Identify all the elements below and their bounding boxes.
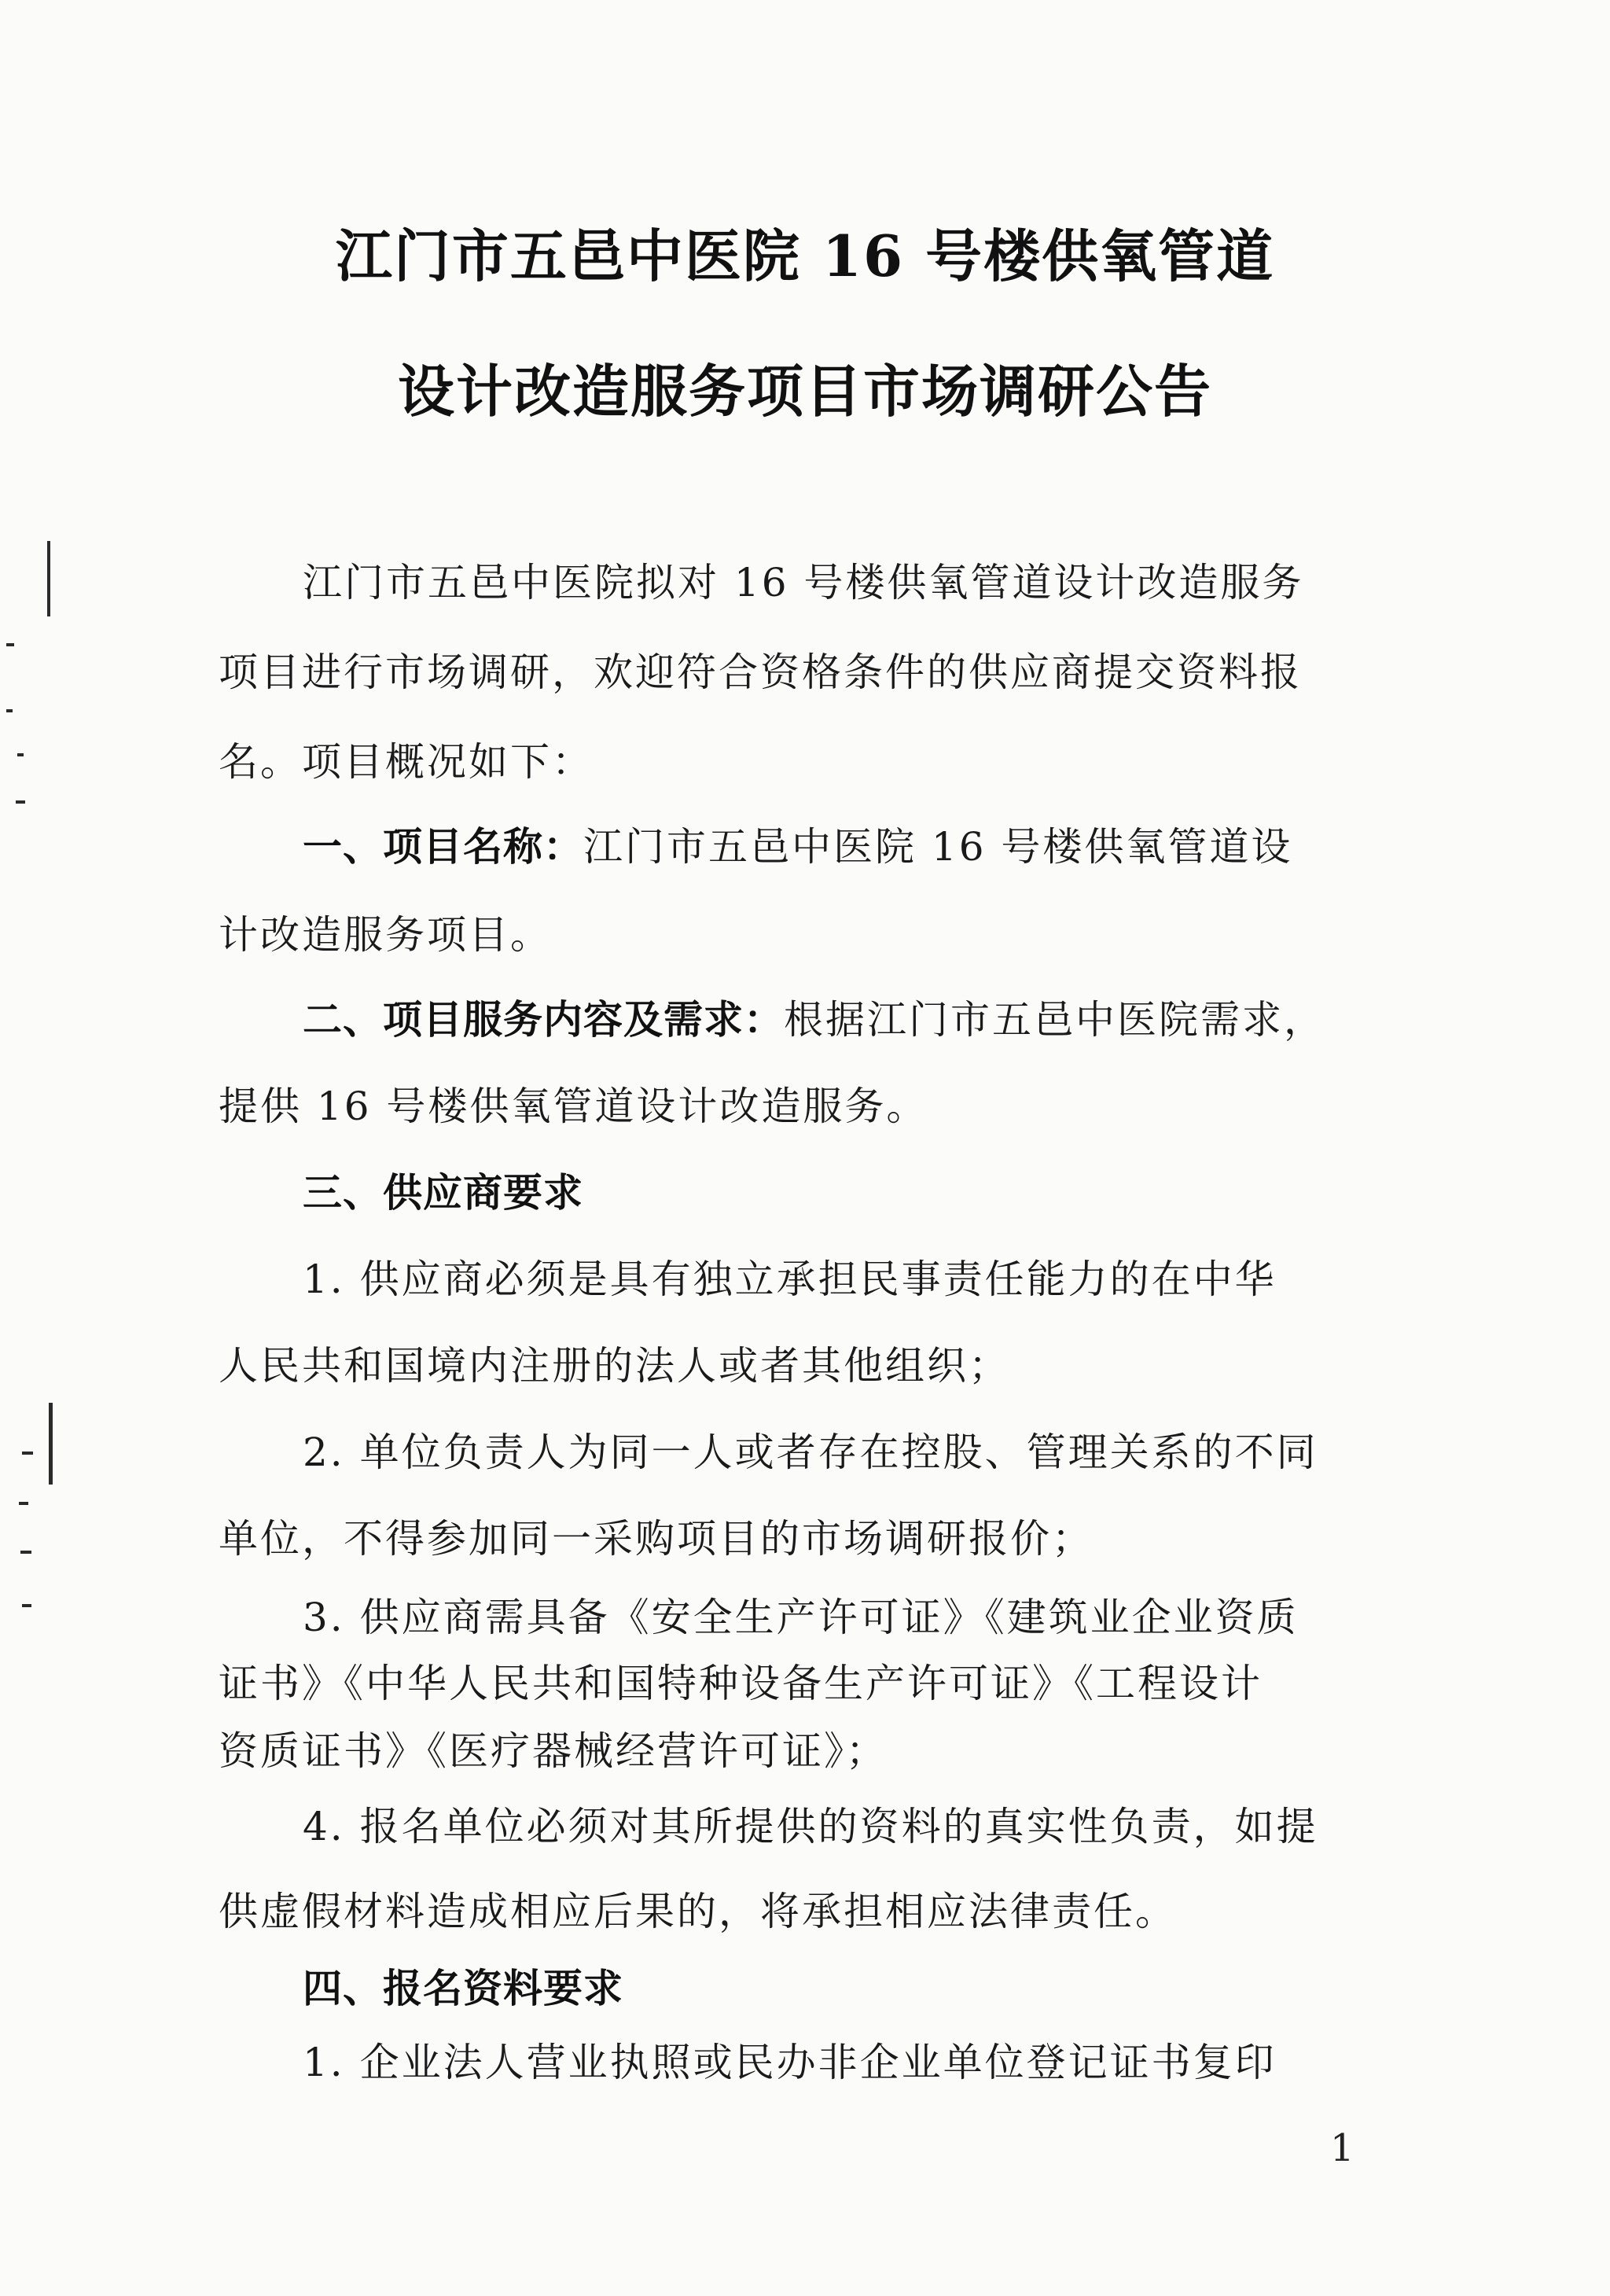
scan-dot-mark bbox=[20, 1551, 31, 1554]
material-item: 1. 企业法人营业执照或民办非企业单位登记证书复印 bbox=[303, 2040, 1277, 2085]
section-2-paragraph bbox=[303, 992, 1325, 1047]
scan-dot-mark bbox=[17, 753, 24, 756]
requirement-item: 单位，不得参加同一采购项目的市场调研报价； bbox=[219, 1516, 1094, 1562]
page-number: 1 bbox=[1330, 2126, 1355, 2170]
scan-dot-mark bbox=[6, 643, 14, 646]
intro-line: 名。项目概况如下： bbox=[219, 739, 594, 785]
requirement-item: 证书》《中华人民共和国特种设备生产许可证》《工程设计 bbox=[219, 1661, 1263, 1706]
scan-dot-mark bbox=[22, 1452, 33, 1455]
section-2-text: 根据江门市五邑中医院需求， bbox=[784, 997, 1325, 1043]
section-1-text-cont: 计改造服务项目。 bbox=[219, 912, 552, 958]
scan-dot-mark bbox=[22, 1604, 31, 1607]
requirement-item: 人民共和国境内注册的法人或者其他组织； bbox=[219, 1343, 1010, 1389]
section-4-heading: 四、报名资料要求 bbox=[303, 1966, 623, 2011]
scan-dot-mark bbox=[16, 800, 25, 804]
scan-binding-mark bbox=[47, 541, 50, 616]
requirement-item: 4. 报名单位必须对其所提供的资料的真实性负责，如提 bbox=[303, 1804, 1318, 1849]
requirement-item: 1. 供应商必须是具有独立承担民事责任能力的在中华 bbox=[303, 1257, 1277, 1302]
requirement-item: 2. 单位负责人为同一人或者存在控股、管理关系的不同 bbox=[303, 1429, 1318, 1475]
requirement-item: 3. 供应商需具备《安全生产许可证》《建筑业企业资质 bbox=[303, 1595, 1299, 1640]
scan-binding-mark bbox=[49, 1403, 53, 1485]
section-2-heading: 二、项目服务内容及需求： bbox=[303, 997, 784, 1043]
requirement-item: 资质证书》《医疗器械经营许可证》； bbox=[219, 1728, 888, 1774]
document-title-line-1: 江门市五邑中医院 16 号楼供氧管道 bbox=[335, 223, 1275, 289]
section-1-heading: 一、项目名称： bbox=[303, 824, 583, 870]
section-1-paragraph bbox=[303, 819, 1292, 874]
document-title-line-2: 设计改造服务项目市场调研公告 bbox=[397, 358, 1212, 425]
section-2-text-cont: 提供 16 号楼供氧管道设计改造服务。 bbox=[219, 1084, 928, 1129]
intro-line: 项目进行市场调研，欢迎符合资格条件的供应商提交资料报 bbox=[219, 649, 1302, 695]
scan-dot-mark bbox=[19, 1502, 28, 1505]
requirement-item: 供虚假材料造成相应后果的，将承担相应法律责任。 bbox=[219, 1889, 1177, 1934]
section-3-heading: 三、供应商要求 bbox=[303, 1170, 583, 1216]
scan-dot-mark bbox=[6, 709, 13, 712]
intro-line: 江门市五邑中医院拟对 16 号楼供氧管道设计改造服务 bbox=[303, 560, 1304, 605]
section-1-text: 江门市五邑中医院 16 号楼供氧管道设 bbox=[583, 824, 1293, 870]
